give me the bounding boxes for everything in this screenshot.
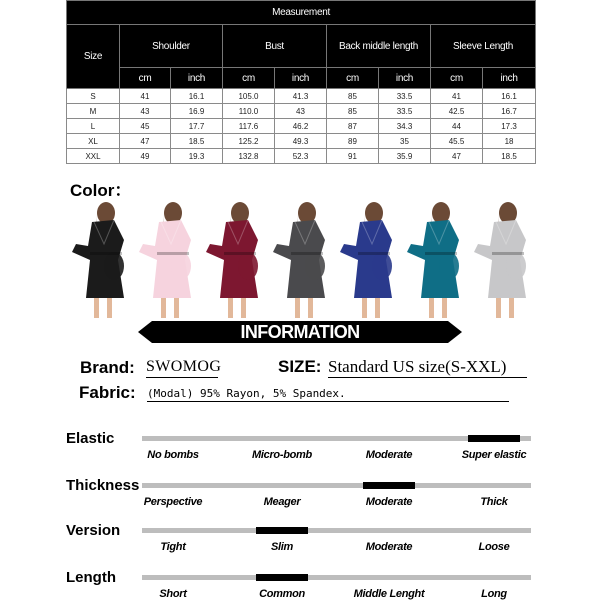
size-cell: S <box>67 89 120 104</box>
scale-option: Perspective <box>143 496 203 508</box>
measurement-cell: 44 <box>431 119 483 134</box>
measurement-cell: 16.1 <box>483 89 536 104</box>
color-swatch[interactable] <box>133 200 199 318</box>
scale-indicator <box>256 527 308 534</box>
table-title: Measurement <box>67 1 536 25</box>
unit-header: inch <box>483 68 536 89</box>
measurement-cell: 16.9 <box>171 104 223 119</box>
group-header-shoulder: Shoulder <box>120 25 223 68</box>
unit-header: cm <box>431 68 483 89</box>
measurement-cell: 18.5 <box>483 149 536 164</box>
scale-track <box>142 528 531 533</box>
banner-text: INFORMATION <box>240 322 360 342</box>
measurement-cell: 47 <box>431 149 483 164</box>
unit-header: cm <box>223 68 275 89</box>
group-header-sleeve: Sleeve Length <box>431 25 536 68</box>
measurement-cell: 110.0 <box>223 104 275 119</box>
size-label: SIZE: <box>278 357 322 376</box>
measurement-cell: 52.3 <box>275 149 327 164</box>
scale-track <box>142 436 531 441</box>
measurement-cell: 105.0 <box>223 89 275 104</box>
size-cell: M <box>67 104 120 119</box>
table-row <box>67 149 536 164</box>
robe-figure-icon <box>468 200 534 318</box>
scale-indicator <box>363 482 415 489</box>
measurement-cell: 17.7 <box>171 119 223 134</box>
fabric-label: Fabric: <box>79 383 136 402</box>
measurement-cell: 47 <box>120 134 171 149</box>
size-chart-table <box>66 0 536 164</box>
scale-option: Moderate <box>365 449 413 461</box>
table-row <box>67 119 536 134</box>
table-row <box>67 104 536 119</box>
information-banner <box>138 321 462 343</box>
scale-option: No bombs <box>147 449 199 461</box>
measurement-cell: 87 <box>327 119 379 134</box>
measurement-cell: 46.2 <box>275 119 327 134</box>
scale-option: Middle Lenght <box>353 588 425 600</box>
measurement-cell: 33.5 <box>379 89 431 104</box>
unit-header: inch <box>275 68 327 89</box>
measurement-cell: 43 <box>275 104 327 119</box>
scale-indicator <box>256 574 308 581</box>
fabric-value: (Modal) 95% Rayon, 5% Spandex. <box>147 387 346 400</box>
measurement-cell: 16.1 <box>171 89 223 104</box>
group-header-back-length: Back middle length <box>327 25 431 68</box>
color-swatches <box>66 200 536 318</box>
measurement-cell: 49 <box>120 149 171 164</box>
measurement-cell: 125.2 <box>223 134 275 149</box>
scale-title: Elastic <box>66 430 115 447</box>
brand-value: SWOMOG <box>146 358 222 375</box>
brand-underline <box>146 377 218 378</box>
measurement-cell: 45.5 <box>431 134 483 149</box>
scale-option: Short <box>159 588 187 600</box>
measurement-cell: 16.7 <box>483 104 536 119</box>
brand-label: Brand: <box>80 358 135 377</box>
measurement-cell: 117.6 <box>223 119 275 134</box>
robe-figure-icon <box>133 200 199 318</box>
scale-option: Micro-bomb <box>252 449 312 461</box>
measurement-cell: 17.3 <box>483 119 536 134</box>
fabric-underline <box>147 401 509 402</box>
color-swatch[interactable] <box>401 200 467 318</box>
scale-title: Length <box>66 569 116 586</box>
measurement-cell: 41 <box>120 89 171 104</box>
measurement-cell: 49.3 <box>275 134 327 149</box>
measurement-cell: 41 <box>431 89 483 104</box>
scale-title: Thickness <box>66 477 140 494</box>
size-column-header: Size <box>67 25 120 89</box>
measurement-cell: 19.3 <box>171 149 223 164</box>
scale-option: Super elastic <box>461 449 527 461</box>
measurement-cell: 35.9 <box>379 149 431 164</box>
table-row <box>67 89 536 104</box>
scale-option: Moderate <box>365 496 413 508</box>
robe-figure-icon <box>401 200 467 318</box>
color-swatch[interactable] <box>200 200 266 318</box>
scale-option: Moderate <box>365 541 413 553</box>
measurement-cell: 45 <box>120 119 171 134</box>
measurement-cell: 89 <box>327 134 379 149</box>
measurement-cell: 85 <box>327 104 379 119</box>
robe-figure-icon <box>334 200 400 318</box>
measurement-cell: 18.5 <box>171 134 223 149</box>
size-cell: L <box>67 119 120 134</box>
measurement-cell: 91 <box>327 149 379 164</box>
robe-figure-icon <box>267 200 333 318</box>
measurement-cell: 85 <box>327 89 379 104</box>
scale-option: Slim <box>270 541 294 553</box>
scale-track <box>142 483 531 488</box>
robe-figure-icon <box>66 200 132 318</box>
color-swatch[interactable] <box>334 200 400 318</box>
scale-option: Thick <box>480 496 508 508</box>
scale-title: Version <box>66 522 121 539</box>
size-cell: XXL <box>67 149 120 164</box>
measurement-cell: 42.5 <box>431 104 483 119</box>
measurement-cell: 18 <box>483 134 536 149</box>
measurement-cell: 34.3 <box>379 119 431 134</box>
color-heading: Color： <box>70 181 132 200</box>
color-swatch[interactable] <box>66 200 132 318</box>
scale-option: Meager <box>263 496 301 508</box>
scale-option: Loose <box>478 541 510 553</box>
scale-option: Long <box>481 588 507 600</box>
scale-option: Tight <box>160 541 186 553</box>
scale-indicator <box>468 435 520 442</box>
unit-header: cm <box>327 68 379 89</box>
scale-track <box>142 575 531 580</box>
measurement-cell: 41.3 <box>275 89 327 104</box>
color-swatch[interactable] <box>267 200 333 318</box>
robe-figure-icon <box>200 200 266 318</box>
color-swatch[interactable] <box>468 200 534 318</box>
scale-option: Common <box>259 588 305 600</box>
measurement-cell: 43 <box>120 104 171 119</box>
group-header-bust: Bust <box>223 25 327 68</box>
unit-header: inch <box>171 68 223 89</box>
unit-header: cm <box>120 68 171 89</box>
size-value: Standard US size(S-XXL) <box>328 357 507 376</box>
size-cell: XL <box>67 134 120 149</box>
measurement-cell: 33.5 <box>379 104 431 119</box>
unit-header: inch <box>379 68 431 89</box>
table-row <box>67 134 536 149</box>
size-underline <box>328 377 527 378</box>
measurement-cell: 132.8 <box>223 149 275 164</box>
measurement-cell: 35 <box>379 134 431 149</box>
